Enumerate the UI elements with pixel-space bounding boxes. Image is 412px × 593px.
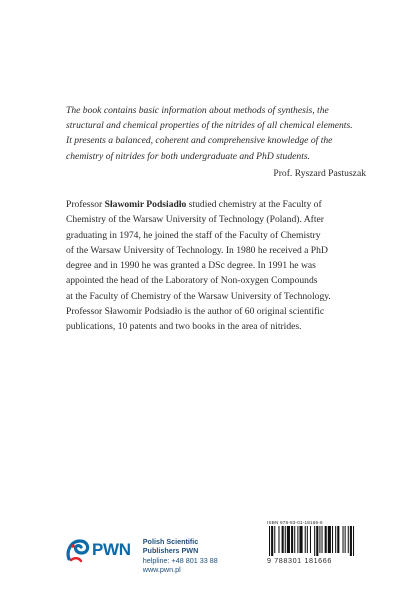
barcode-bar (335, 526, 336, 553)
quote-author: Prof. Ryszard Pastuszak (273, 168, 366, 179)
quote-line: chemistry of nitrides for both undergraduate and PhD students. (66, 150, 311, 162)
barcode-bar (287, 526, 290, 553)
barcode-bar (299, 526, 302, 553)
bio-line: at the Faculty of Chemistry of the Warsaw University of Technology. (66, 290, 331, 302)
publisher-logo (65, 537, 131, 563)
bio-line (66, 197, 376, 212)
publisher-info (143, 537, 218, 574)
bio-line1-rest: studied chemistry at the Faculty of (186, 199, 322, 210)
bio-line: of the Warsaw University of Technology. In 1980 he received a PhD (66, 244, 328, 256)
barcode-bar (271, 526, 273, 556)
barcode-bar (307, 526, 308, 553)
barcode-bar (350, 526, 352, 556)
bio-line: graduating in 1974, he joined the staff of the Faculty of Chemistry (66, 229, 321, 241)
pwn-swirl-icon (65, 537, 91, 563)
barcode-bar (325, 526, 327, 553)
quote-line: The book contains basic information about methods of synthesis, the (66, 105, 329, 116)
barcode-bar (291, 526, 293, 553)
barcode-bar (343, 526, 344, 553)
barcode-bar (310, 526, 311, 553)
author-name: Sławomir Podsiadło (104, 199, 187, 210)
barcode-bar (274, 526, 275, 553)
quote-line: It presents a balanced, coherent and comprehensive knowledge of the (66, 135, 333, 147)
bio-line: appointed the head of the Laboratory of Non-oxygen Compounds (66, 275, 318, 287)
publisher-logo-text: PWN (92, 540, 131, 559)
bio-line: publications, 10 patents and two books in the area of nitrides. (66, 321, 302, 333)
barcode-bar (269, 526, 270, 556)
publisher-name-line2: Publishers PWN (142, 546, 199, 556)
publisher-website[interactable]: www.pwn.pl (142, 564, 181, 574)
barcode-bar (353, 526, 354, 556)
barcode-bar (316, 526, 318, 556)
bio-line: Chemistry of the Warsaw University of Technology (Poland). After (66, 214, 324, 226)
isbn-barcode-block (267, 520, 363, 565)
barcode-digits: 9 788301 181666 (267, 556, 332, 565)
barcode-bar (278, 526, 279, 553)
publisher-name-line1: Polish Scientific (142, 537, 199, 546)
publisher-helpline: helpline: +48 801 33 88 (142, 555, 218, 565)
barcode-bar (314, 526, 315, 556)
barcode-bar (297, 526, 298, 553)
barcode-bar (332, 526, 333, 553)
barcode-bar (294, 526, 295, 553)
barcode-bar (282, 526, 284, 553)
barcode-icon (267, 526, 363, 556)
bio-line: degree and in 1990 he was granted a DSc degree. In 1991 he was (66, 260, 316, 272)
bio-intro: Professor (66, 199, 105, 210)
barcode-bar (345, 526, 346, 553)
author-bio (66, 197, 376, 335)
barcode-bar (337, 526, 339, 553)
bio-line: Professor Sławomir Podsiadło is the author of 60 original scientific (66, 306, 325, 318)
back-cover-quote (66, 103, 366, 164)
publisher-block (65, 537, 218, 574)
barcode-bar (285, 526, 286, 553)
barcode-bar (322, 526, 323, 553)
barcode-bar (348, 526, 349, 553)
isbn-label: ISBN 978-83-01-18166-6 (267, 520, 323, 525)
barcode-bar (305, 526, 306, 553)
barcode-bar (328, 526, 331, 553)
barcode-bar (319, 526, 320, 553)
quote-line: structural and chemical properties of the nitrides of all chemical elements. (66, 120, 353, 132)
